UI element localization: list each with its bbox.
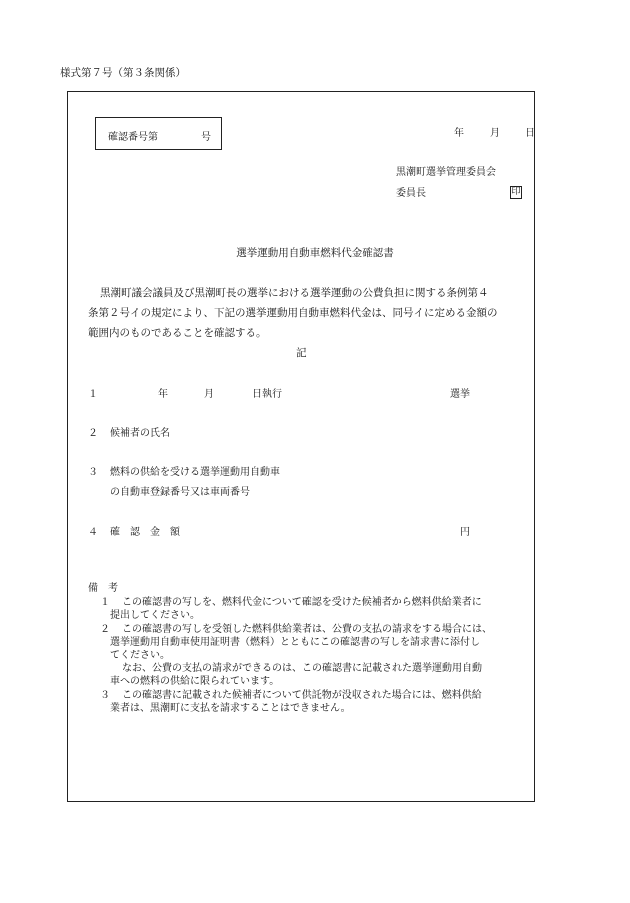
item1-election: 選挙 (450, 389, 470, 400)
item4-unit: 円 (460, 527, 470, 538)
item1-number: １ (88, 389, 98, 400)
item3-number: ３ (88, 467, 98, 478)
body-line-2: 条第２号イの規定により、下記の選挙運動用自動車燃料代金は、同号イに定める金額の (88, 307, 498, 319)
item2-label: 候補者の氏名 (110, 428, 170, 439)
item2-number: ２ (88, 428, 98, 439)
item3-line2: の自動車登録番号又は車両番号 (110, 487, 250, 498)
item1-day-exec: 日執行 (252, 389, 282, 400)
confirm-number-suffix: 号 (201, 132, 211, 143)
document-title: 選挙運動用自動車燃料代金確認書 (236, 247, 394, 259)
confirm-number-box (95, 117, 222, 150)
form-label: 様式第７号（第３条関係） (60, 67, 186, 79)
confirm-number-label: 確認番号第 (108, 132, 158, 143)
item4-label: 確 認 金 額 (110, 527, 180, 538)
seal-mark: 印 (511, 187, 521, 197)
date-day: 日 (525, 128, 535, 139)
body-line-3: 範囲内のものであることを確認する。 (88, 327, 267, 339)
remark-2-line-3: てください。 (110, 650, 170, 661)
remark-1-line-1: この確認書の写しを、燃料代金について確認を受けた候補者から燃料供給業者に (122, 597, 482, 608)
remark-3-line-1: この確認書に記載された候補者について供託物が没収された場合には、燃料供給 (122, 690, 482, 701)
item1-year: 年 (158, 389, 168, 400)
remark-2-line-2: 選挙運動用自動車使用証明書（燃料）とともにこの確認書の写しを請求書に添付し (110, 637, 480, 648)
remark-3-line-2: 業者は、黒潮町に支払を請求することはできません。 (110, 703, 351, 714)
committee-name: 黒潮町選挙管理委員会 (396, 167, 496, 178)
chair-label: 委員長 (396, 188, 426, 199)
date-year: 年 (454, 128, 464, 139)
item3-line1: 燃料の供給を受ける選挙運動用自動車 (110, 467, 280, 478)
remark-2-line-1: この確認書の写しを受領した燃料供給業者は、公費の支払の請求をする場合には、 (122, 624, 492, 635)
remark-3-number: ３ (100, 690, 110, 701)
ki-label: 記 (296, 347, 307, 359)
date-month: 月 (490, 128, 500, 139)
item4-number: ４ (88, 527, 98, 538)
remark-2-line-4: なお、公費の支払の請求ができるのは、この確認書に記載された選挙運動用自動 (122, 663, 482, 674)
remark-2-number: ２ (100, 624, 110, 635)
body-line-1: 黒潮町議会議員及び黒潮町長の選挙における選挙運動の公費負担に関する条例第４ (100, 287, 489, 299)
remarks-title: 備 考 (88, 583, 118, 594)
item1-month: 月 (204, 389, 214, 400)
remark-1-number: １ (100, 597, 110, 608)
remark-1-line-2: 提出してください。 (110, 610, 200, 621)
remark-2-line-5: 車への燃料の供給に限られています。 (110, 676, 280, 687)
